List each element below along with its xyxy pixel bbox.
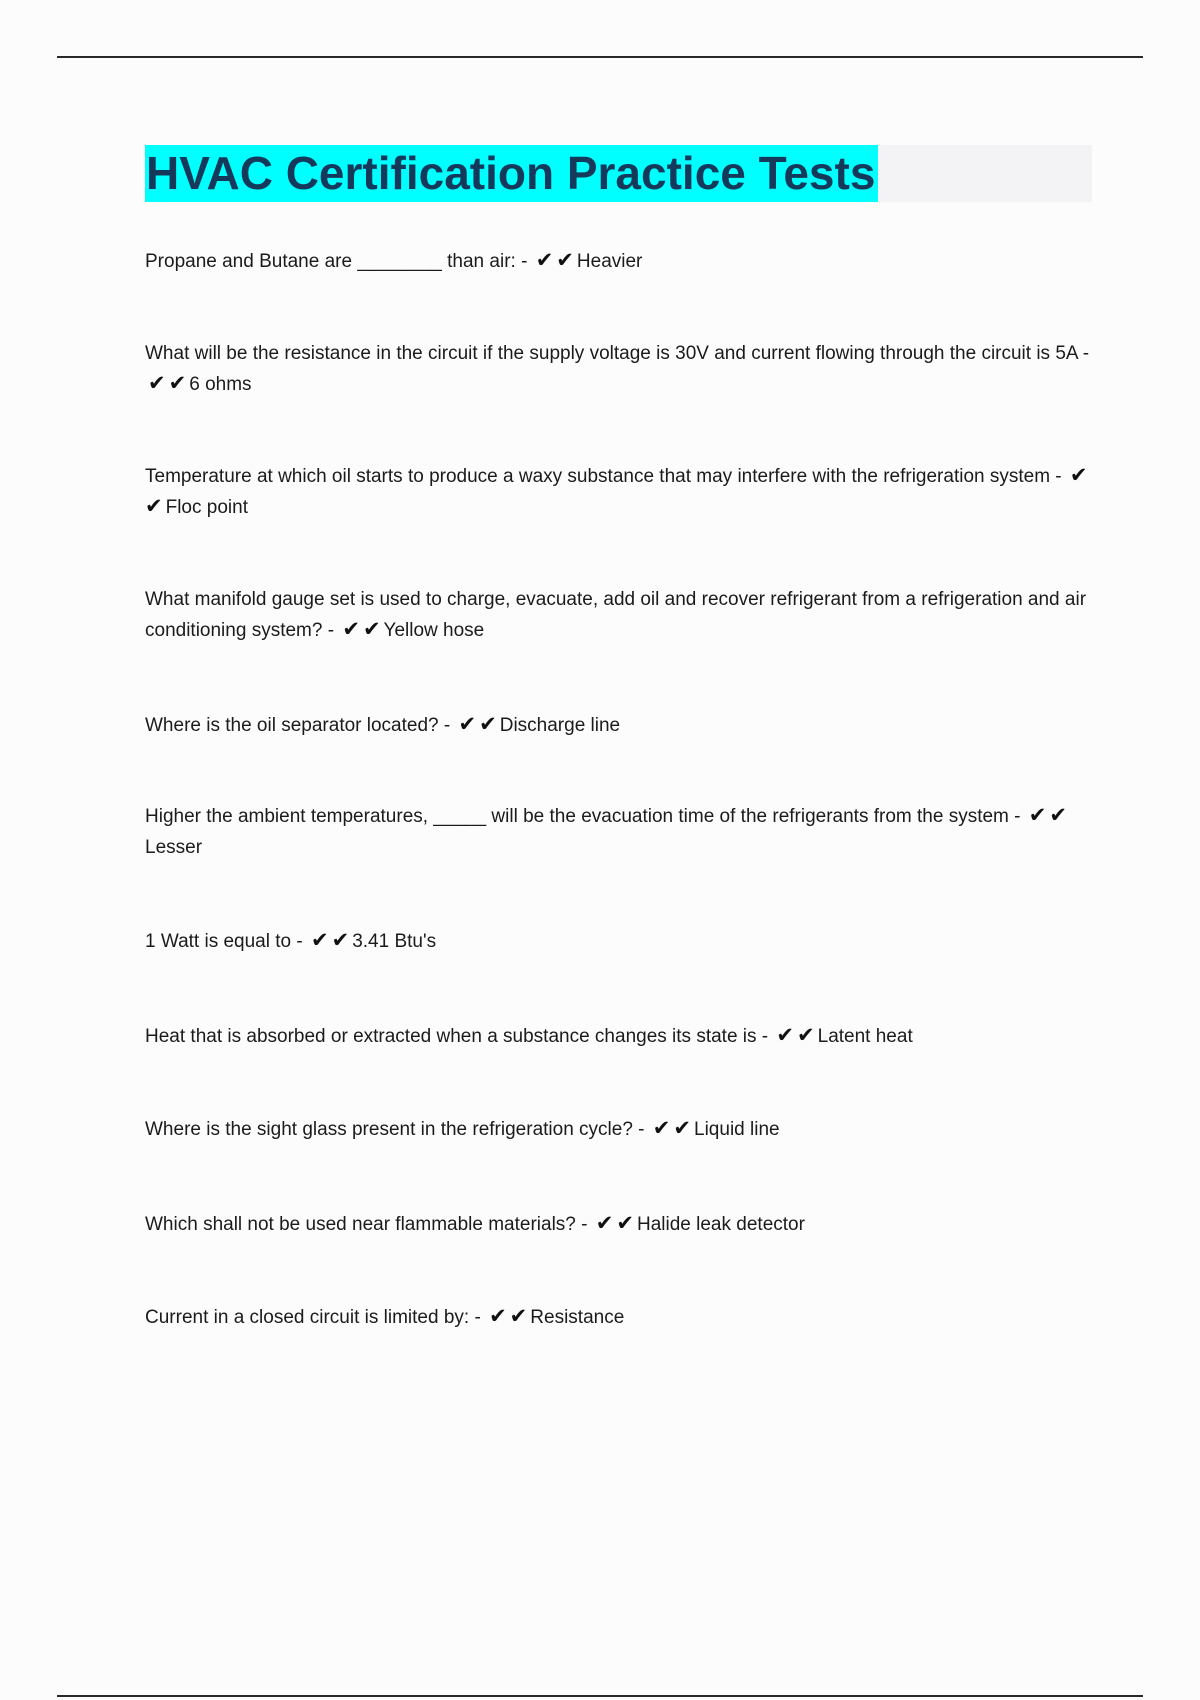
qa-item-11: [145, 1302, 1095, 1333]
answer-text: Floc point: [165, 497, 248, 518]
question-text: What manifold gauge set is used to charge, evacuate, add oil and recover refrigerant from a refrigeration and air conditioning system?: [145, 589, 1087, 641]
check-icon: ✔: [342, 617, 360, 641]
question-text: What will be the resistance in the circuit if the supply voltage is 30V and current flowing through the circuit is 5A: [145, 343, 1078, 364]
check-icon: ✔: [479, 712, 497, 736]
separator: -: [438, 715, 456, 736]
top-rule: [57, 56, 1143, 58]
qa-item-7: [145, 926, 1095, 957]
check-icon: ✔: [331, 928, 350, 952]
question-text: Temperature at which oil starts to produce a waxy substance that may interfere with the refrigeration system: [145, 466, 1051, 487]
check-icon: ✔: [168, 371, 187, 395]
separator: -: [1077, 343, 1090, 364]
answer-text: Heavier: [576, 251, 643, 272]
check-icon: ✔: [535, 248, 554, 272]
check-icon: ✔: [1069, 463, 1088, 487]
qa-item-5: [145, 710, 1095, 741]
qa-item-9: [145, 1114, 1095, 1145]
answer-text: Resistance: [530, 1307, 625, 1328]
check-icon: ✔: [652, 1116, 671, 1140]
answer-text: 6 ohms: [189, 374, 252, 395]
check-icon: ✔: [1049, 803, 1067, 827]
qa-item-4: [145, 584, 1095, 646]
qa-item-6: [145, 801, 1095, 863]
question-text: Higher the ambient temperatures, _____ will be the evacuation time of the refrigerants from the system: [145, 806, 1009, 827]
check-icon: ✔: [310, 928, 329, 952]
check-icon: ✔: [616, 1211, 634, 1235]
question-text: Where is the sight glass present in the refrigeration cycle?: [145, 1119, 633, 1140]
qa-item-3: [145, 461, 1095, 523]
separator: -: [291, 931, 308, 952]
separator: -: [632, 1119, 650, 1140]
check-icon: ✔: [489, 1304, 507, 1328]
answer-text: Lesser: [145, 837, 203, 858]
answer-text: Liquid line: [694, 1119, 780, 1140]
check-icon: ✔: [1028, 803, 1047, 827]
check-icon: ✔: [458, 712, 477, 736]
answer-text: Halide leak detector: [637, 1214, 805, 1235]
qa-item-8: [145, 1021, 1095, 1052]
answer-text: Yellow hose: [383, 620, 485, 641]
question-text: Current in a closed circuit is limited by:: [145, 1307, 470, 1328]
qa-item-1: [145, 246, 1095, 277]
question-text: Propane and Butane are ________ than air:: [145, 251, 516, 272]
separator: -: [322, 620, 340, 641]
question-text: 1 Watt is equal to: [145, 931, 292, 952]
separator: -: [469, 1307, 487, 1328]
check-icon: ✔: [362, 617, 381, 641]
check-icon: ✔: [509, 1304, 528, 1328]
question-text: Which shall not be used near flammable materials?: [145, 1214, 576, 1235]
check-icon: ✔: [595, 1211, 614, 1235]
question-text: Where is the oil separator located?: [145, 715, 439, 736]
check-icon: ✔: [145, 494, 163, 518]
separator: -: [1050, 466, 1067, 487]
check-icon: ✔: [776, 1023, 795, 1047]
page-title: HVAC Certification Practice Tests: [145, 145, 878, 202]
qa-item-2: [145, 338, 1095, 400]
qa-item-10: [145, 1209, 1095, 1240]
check-icon: ✔: [556, 248, 574, 272]
answer-text: 3.41 Btu's: [352, 931, 437, 952]
check-icon: ✔: [148, 371, 166, 395]
answer-text: Latent heat: [817, 1026, 913, 1047]
separator: -: [756, 1026, 774, 1047]
bottom-rule: [57, 1695, 1143, 1697]
separator: -: [575, 1214, 593, 1235]
answer-text: Discharge line: [499, 715, 621, 736]
question-text: Heat that is absorbed or extracted when a substance changes its state is: [145, 1026, 757, 1047]
check-icon: ✔: [797, 1023, 815, 1047]
check-icon: ✔: [673, 1116, 692, 1140]
separator: -: [515, 251, 533, 272]
separator: -: [1008, 806, 1026, 827]
